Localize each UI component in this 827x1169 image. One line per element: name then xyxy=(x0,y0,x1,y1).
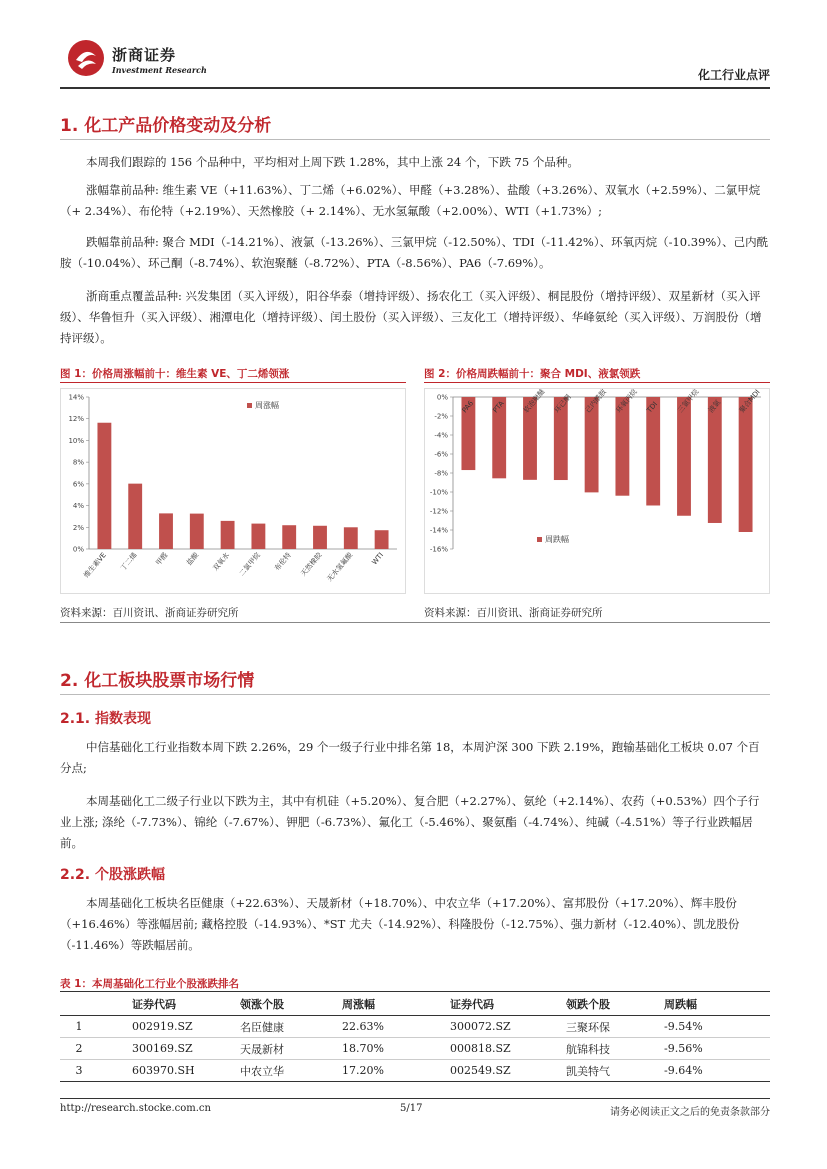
bar xyxy=(221,521,235,549)
y-tick-label: 4% xyxy=(72,502,84,511)
category-label: PA6 xyxy=(460,399,476,415)
y-tick-label: -8% xyxy=(434,469,448,478)
bar xyxy=(128,484,142,549)
bar xyxy=(190,514,204,549)
figure-1-title-rule xyxy=(60,382,406,383)
report-type: 化工行业点评 xyxy=(697,68,770,82)
bar xyxy=(646,397,660,505)
footer-disclaimer: 请务必阅读正文之后的免责条款部分 xyxy=(610,1107,770,1118)
bar xyxy=(344,527,358,549)
table-header-cell: 周涨幅 xyxy=(342,992,450,1016)
section-2-1-paragraph-2: 本周基础化工二级子行业以下跌为主，其中有机硅（+5.20%）、复合肥（+2.27%）、氨纶（+2.14%）、农药（+0.53%）四个子行业上涨; 涤纶（-7.73%）、锦纶（-7.67%）、钾肥（-6.73%）、氟化工（-5.46%）、聚氨酯（-4.74%）、纯碱（-4.51%）等子行业跌幅居前。 xyxy=(60,794,760,850)
bar xyxy=(282,525,296,549)
y-tick-label: 8% xyxy=(72,458,84,467)
bar xyxy=(159,513,173,549)
category-label: 软泡聚醚 xyxy=(522,389,547,415)
category-label: 三氯甲烷 xyxy=(676,389,701,415)
table-cell: 航锦科技 xyxy=(566,1038,664,1060)
legend-label: 周涨幅 xyxy=(255,401,279,410)
y-tick-label: -10% xyxy=(429,488,448,497)
table-cell: 3 xyxy=(60,1060,132,1082)
table-cell: 18.70% xyxy=(342,1038,450,1060)
figures-bottom-rule xyxy=(60,622,770,623)
table-cell: 300072.SZ xyxy=(450,1016,566,1038)
table-header-row xyxy=(60,992,770,1016)
figure-1-source: 资料来源：百川资讯、浙商证券研究所 xyxy=(60,607,239,619)
section-2-title: 2. 化工板块股票市场行情 xyxy=(60,671,255,691)
y-tick-label: -14% xyxy=(429,526,448,535)
table-cell: 300169.SZ xyxy=(132,1038,240,1060)
table-header-cell: 领涨个股 xyxy=(240,992,342,1016)
footer-divider xyxy=(60,1098,770,1099)
category-label: 无水氢氟酸 xyxy=(325,551,355,584)
figure-1-chart-box xyxy=(60,388,406,594)
footer-page-number: 5/17 xyxy=(400,1103,423,1114)
section-2-divider xyxy=(60,694,770,695)
company-logo-icon xyxy=(66,38,106,78)
section-1-paragraph-4: 浙商重点覆盖品种: 兴发集团（买入评级），阳谷华泰（增持评级）、扬农化工（买入评级）、桐昆股份（增持评级）、双星新材（买入评级）、华鲁恒升（买入评级）、湘潭电化（增持评级）、闰土股份（买入评级）、三友化工（增持评级）、华峰氨纶（买入评级）、万润股份（增持评级）。 xyxy=(60,289,762,345)
y-tick-label: 2% xyxy=(72,523,84,532)
table-cell: 002549.SZ xyxy=(450,1060,566,1082)
section-2-1-paragraph-1: 中信基础化工行业指数本周下跌 2.26%，29 个一级子行业中排名第 18，本周沪深 300 下跌 2.19%，跑输基础化工板块 0.07 个百分点; xyxy=(60,740,760,775)
figure-2-source: 资料来源：百川资讯、浙商证券研究所 xyxy=(424,607,603,619)
table-header-cell: 证券代码 xyxy=(132,992,240,1016)
y-tick-label: -2% xyxy=(434,412,448,421)
category-label: 甲醛 xyxy=(154,551,170,568)
table-row xyxy=(60,1016,770,1038)
table-cell: 17.20% xyxy=(342,1060,450,1082)
bar xyxy=(97,423,111,549)
bar xyxy=(313,526,327,549)
category-label: 聚合MDI xyxy=(737,389,762,415)
category-label: 盐酸 xyxy=(185,551,201,568)
section-1-paragraph-3: 跌幅靠前品种: 聚合 MDI（-14.21%）、液氯（-13.26%）、三氯甲烷（-12.50%）、TDI（-11.42%）、环氧丙烷（-10.39%）、己内酰胺（-10.04%）、环己酮（-8.74%）、软泡聚醚（-8.72%）、PTA（-8.56%）、PA6（-7.69%）。 xyxy=(60,235,769,270)
figure-2-title-rule xyxy=(424,382,770,383)
bar xyxy=(375,530,389,549)
table-header-cell: 证券代码 xyxy=(450,992,566,1016)
table-row xyxy=(60,1060,770,1082)
y-tick-label: -6% xyxy=(434,450,448,459)
category-label: 液氯 xyxy=(707,398,723,415)
figure-2-title: 图 2：价格周跌幅前十：聚合 MDI、液氯领跌 xyxy=(424,368,641,380)
y-tick-label: 12% xyxy=(68,415,84,424)
bar xyxy=(677,397,691,516)
table-1-title: 表 1：本周基础化工行业个股涨跌排名 xyxy=(60,978,239,990)
category-label: 己内酰胺 xyxy=(583,389,608,415)
table-row xyxy=(60,1038,770,1060)
table-cell: -9.64% xyxy=(664,1060,770,1082)
category-label: PTA xyxy=(491,399,506,415)
table-header-cell: 领跌个股 xyxy=(566,992,664,1016)
table-cell: -9.56% xyxy=(664,1038,770,1060)
table-cell: 603970.SH xyxy=(132,1060,240,1082)
table-cell: 2 xyxy=(60,1038,132,1060)
category-label: 维生素VE xyxy=(82,551,108,580)
legend-swatch xyxy=(247,403,252,408)
section-1-title: 1. 化工产品价格变动及分析 xyxy=(60,116,272,136)
company-name-cn: 浙商证券 xyxy=(112,46,177,64)
bar xyxy=(251,524,265,549)
table-cell: -9.54% xyxy=(664,1016,770,1038)
category-label: 布伦特 xyxy=(273,551,293,573)
company-name-en: Investment Research xyxy=(112,65,207,75)
footer-url: http://research.stocke.com.cn xyxy=(60,1103,211,1114)
legend-label: 周跌幅 xyxy=(545,535,569,544)
page-header xyxy=(60,34,770,86)
category-label: TDI xyxy=(645,400,660,415)
section-1-paragraph-2: 涨幅靠前品种: 维生素 VE（+11.63%）、丁二烯（+6.02%）、甲醛（+3.28%）、盐酸（+3.26%）、双氧水（+2.59%）、二氯甲烷（+ 2.34%）、布伦特（+2.19%）、天然橡胶（+ 2.14%）、无水氢氟酸（+2.00%）、WTI（+1.73%）; xyxy=(60,183,761,218)
table-cell: 凯美特气 xyxy=(566,1060,664,1082)
category-label: 二氯甲烷 xyxy=(237,551,262,578)
category-label: 环己酮 xyxy=(553,393,573,415)
table-cell: 名臣健康 xyxy=(240,1016,342,1038)
bar xyxy=(708,397,722,523)
table-1 xyxy=(60,991,770,1082)
table-cell: 22.63% xyxy=(342,1016,450,1038)
table-cell: 天晟新材 xyxy=(240,1038,342,1060)
y-tick-label: -4% xyxy=(434,431,448,440)
table-cell: 1 xyxy=(60,1016,132,1038)
y-tick-label: 10% xyxy=(68,436,84,445)
bar xyxy=(739,397,753,532)
section-1-divider xyxy=(60,139,770,140)
section-1-paragraph-1: 本周我们跟踪的 156 个品种中，平均相对上周下跌 1.28%，其中上涨 24 个，下跌 75 个品种。 xyxy=(86,155,579,169)
table-cell: 000818.SZ xyxy=(450,1038,566,1060)
section-2-2-paragraph-1: 本周基础化工板块名臣健康（+22.63%）、天晟新材（+18.70%）、中农立华（+17.20%）、富邦股份（+17.20%）、辉丰股份（+16.46%）等涨幅居前; 藏格控股（-14.93%）、*ST 尤夫（-14.92%）、科隆股份（-12.75%）、强力新材（-12.40%）、凯龙股份（-11.46%）等跌幅居前。 xyxy=(60,896,740,952)
y-tick-label: 0% xyxy=(72,545,84,554)
legend-swatch xyxy=(537,537,542,542)
figure-1-title: 图 1：价格周涨幅前十：维生素 VE、丁二烯领涨 xyxy=(60,368,290,380)
category-label: 双氧水 xyxy=(211,551,232,573)
header-divider xyxy=(60,87,770,89)
figure-2-chart xyxy=(425,389,771,595)
section-2-1-title: 2.1. 指数表现 xyxy=(60,711,151,727)
y-tick-label: -12% xyxy=(429,507,448,516)
y-tick-label: -16% xyxy=(429,545,448,554)
table-cell: 002919.SZ xyxy=(132,1016,240,1038)
category-label: WTI xyxy=(370,551,386,567)
table-cell: 中农立华 xyxy=(240,1060,342,1082)
figure-2-chart-box xyxy=(424,388,770,594)
section-2-2-title: 2.2. 个股涨跌幅 xyxy=(60,867,165,883)
table-header-cell: 周跌幅 xyxy=(664,992,770,1016)
figure-1-chart xyxy=(61,389,407,595)
table-header-cell xyxy=(60,992,132,1016)
table-cell: 三聚环保 xyxy=(566,1016,664,1038)
y-tick-label: 14% xyxy=(68,393,84,402)
category-label: 丁二烯 xyxy=(119,551,139,573)
y-tick-label: 6% xyxy=(72,480,84,489)
y-tick-label: 0% xyxy=(436,393,448,402)
category-label: 环氧丙烷 xyxy=(614,389,639,415)
category-label: 天然橡胶 xyxy=(299,551,324,578)
